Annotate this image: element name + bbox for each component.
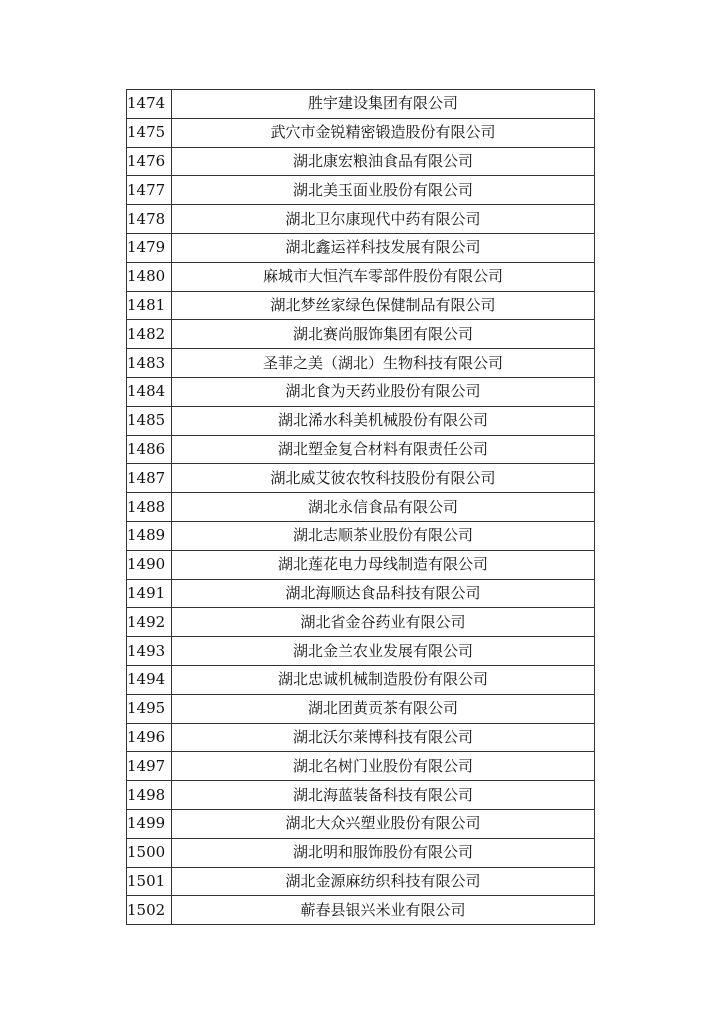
company-name-cell: 湖北赛尚服饰集团有限公司 [172,320,595,349]
table-row [127,550,595,579]
row-number-cell: 1482 [127,320,172,349]
row-number-cell: 1491 [127,579,172,608]
row-number-cell: 1484 [127,377,172,406]
company-name-cell: 湖北明和服饰股份有限公司 [172,838,595,867]
row-number-cell: 1496 [127,723,172,752]
company-name-cell: 湖北志顺茶业股份有限公司 [172,521,595,550]
company-name-cell: 湖北大众兴塑业股份有限公司 [172,809,595,838]
row-number-cell: 1486 [127,435,172,464]
row-number-cell: 1481 [127,291,172,320]
row-number-cell: 1489 [127,521,172,550]
row-number-cell: 1488 [127,493,172,522]
row-number-cell: 1490 [127,550,172,579]
row-number-cell: 1499 [127,809,172,838]
company-name-cell: 湖北鑫运祥科技发展有限公司 [172,233,595,262]
table-row [127,262,595,291]
company-name-cell: 湖北莲花电力母线制造有限公司 [172,550,595,579]
company-name-cell: 湖北海顺达食品科技有限公司 [172,579,595,608]
row-number-cell: 1477 [127,176,172,205]
company-list-table [126,89,595,925]
table-row [127,377,595,406]
row-number-cell: 1493 [127,637,172,666]
row-number-cell: 1498 [127,781,172,810]
company-name-cell: 圣菲之美（湖北）生物科技有限公司 [172,349,595,378]
row-number-cell: 1492 [127,608,172,637]
table-row [127,752,595,781]
table-row [127,867,595,896]
company-name-cell: 湖北海蓝装备科技有限公司 [172,781,595,810]
table-row [127,320,595,349]
company-name-cell: 湖北卫尔康现代中药有限公司 [172,205,595,234]
row-number-cell: 1485 [127,406,172,435]
row-number-cell: 1497 [127,752,172,781]
table-row [127,665,595,694]
table-row [127,723,595,752]
table-row [127,608,595,637]
table-row [127,147,595,176]
company-name-cell: 胜宇建设集团有限公司 [172,90,595,119]
table-row [127,809,595,838]
company-name-cell: 湖北名树门业股份有限公司 [172,752,595,781]
row-number-cell: 1502 [127,896,172,925]
table-row [127,291,595,320]
company-name-cell: 湖北永信食品有限公司 [172,493,595,522]
company-name-cell: 湖北威艾彼农牧科技股份有限公司 [172,464,595,493]
company-name-cell: 湖北金兰农业发展有限公司 [172,637,595,666]
table-row [127,579,595,608]
table-row [127,176,595,205]
company-name-cell: 湖北塑金复合材料有限责任公司 [172,435,595,464]
row-number-cell: 1494 [127,665,172,694]
row-number-cell: 1474 [127,90,172,119]
company-name-cell: 湖北省金谷药业有限公司 [172,608,595,637]
table-row [127,838,595,867]
table-row [127,896,595,925]
table-row [127,694,595,723]
table-row [127,781,595,810]
company-name-cell: 蕲春县银兴米业有限公司 [172,896,595,925]
row-number-cell: 1483 [127,349,172,378]
table-row [127,521,595,550]
row-number-cell: 1501 [127,867,172,896]
table-row [127,205,595,234]
row-number-cell: 1476 [127,147,172,176]
company-name-cell: 湖北浠水科美机械股份有限公司 [172,406,595,435]
row-number-cell: 1479 [127,233,172,262]
table-body [127,90,595,925]
company-name-cell: 湖北金源麻纺织科技有限公司 [172,867,595,896]
company-name-cell: 湖北康宏粮油食品有限公司 [172,147,595,176]
table-row [127,406,595,435]
table-row [127,637,595,666]
company-name-cell: 湖北美玉面业股份有限公司 [172,176,595,205]
table-row [127,349,595,378]
row-number-cell: 1500 [127,838,172,867]
company-name-cell: 湖北沃尔莱博科技有限公司 [172,723,595,752]
table-row [127,118,595,147]
company-name-cell: 湖北忠诚机械制造股份有限公司 [172,665,595,694]
company-name-cell: 湖北食为天药业股份有限公司 [172,377,595,406]
company-name-cell: 麻城市大恒汽车零部件股份有限公司 [172,262,595,291]
row-number-cell: 1480 [127,262,172,291]
table-row [127,493,595,522]
row-number-cell: 1478 [127,205,172,234]
company-name-cell: 湖北团黄贡茶有限公司 [172,694,595,723]
table-row [127,90,595,119]
row-number-cell: 1487 [127,464,172,493]
table-row [127,435,595,464]
row-number-cell: 1475 [127,118,172,147]
table-row [127,464,595,493]
company-name-cell: 武穴市金锐精密锻造股份有限公司 [172,118,595,147]
row-number-cell: 1495 [127,694,172,723]
table-row [127,233,595,262]
company-name-cell: 湖北梦丝家绿色保健制品有限公司 [172,291,595,320]
